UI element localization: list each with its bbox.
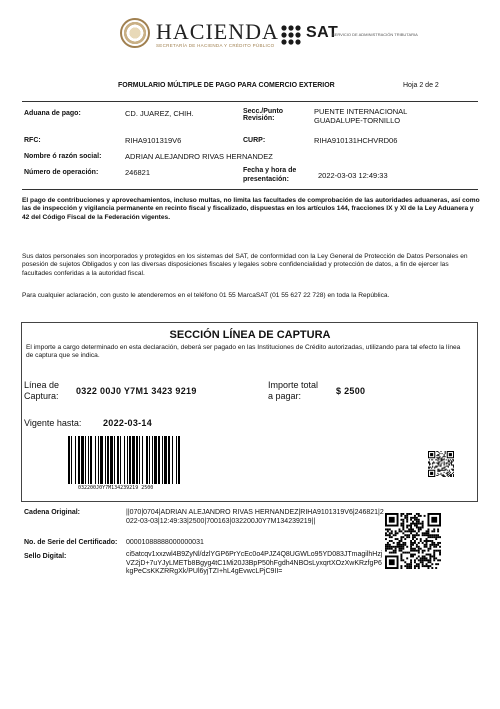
- aduana-label: Aduana de pago:: [24, 110, 81, 117]
- nombre-label: Nombre ó razón social:: [24, 153, 102, 160]
- rfc-label: RFC:: [24, 137, 41, 144]
- nombre-value: ADRIAN ALEJANDRO RIVAS HERNANDEZ: [125, 152, 273, 161]
- divider: [22, 189, 478, 190]
- secc-value: PUENTE INTERNACIONAL GUADALUPE-TORNILLO: [314, 107, 408, 125]
- captura-title: SECCIÓN LÍNEA DE CAPTURA: [169, 329, 331, 341]
- qr-code-icon: [428, 451, 454, 477]
- curp-label: CURP:: [243, 137, 266, 144]
- qr-code-icon: [385, 513, 441, 569]
- fecha-value: 2022-03-03 12:49:33: [318, 171, 388, 180]
- contact-paragraph: Para cualquier aclaración, con gusto le atenderemos en el teléfono 01 55 MarcaSAT (01 55 627 22 728) en toda la República.: [22, 292, 390, 299]
- curp-value: RIHA910131HCHVRD06: [314, 136, 398, 145]
- privacy-paragraph: Sus datos personales son incorporados y protegidos en los sistemas del SAT, de conformidad con la Ley General de Protección de Datos Personales en posesión de sujetos Obligados y con las diversas disposiciones fiscales y legales sobre confidencialidad y protección de datos, a fin de ejercer las facultades conferidas a la autoridad fiscal.: [22, 253, 468, 277]
- page-indicator: Hoja 2 de 2: [403, 82, 439, 89]
- hacienda-subtitle: SECRETARÍA DE HACIENDA Y CRÉDITO PÚBLICO: [156, 43, 275, 48]
- rfc-value: RIHA9101319V6: [125, 136, 182, 145]
- aduana-value: CD. JUAREZ, CHIH.: [125, 109, 194, 118]
- fecha-label: Fecha y hora de presentación:: [243, 167, 297, 183]
- sat-subtitle: SERVICIO DE ADMINISTRACIÓN TRIBUTARIA: [332, 32, 418, 37]
- barcode-text: 032200J0Y7M134239219 2500: [78, 485, 154, 491]
- vigente-value: 2022-03-14: [103, 418, 153, 428]
- sello-label: Sello Digital:: [24, 553, 67, 560]
- importe-label: Importe total a pagar:: [268, 380, 319, 401]
- linea-label: Línea de Captura:: [24, 380, 60, 401]
- serie-label: No. de Serie del Certificado:: [24, 539, 118, 546]
- serie-value: 00001088888000000031: [126, 539, 204, 546]
- vigente-label: Vigente hasta:: [24, 418, 82, 428]
- operacion-label: Número de operación:: [24, 169, 99, 176]
- linea-value: 0322 00J0 Y7M1 3423 9219: [76, 386, 197, 396]
- captura-text: El importe a cargo determinado en esta declaración, deberá ser pagado en las Instituciones de Crédito autorizadas, utilizando para tal efecto la línea de captura que se indica.: [26, 344, 461, 360]
- sat-title: SAT: [306, 24, 339, 41]
- barcode-icon: [68, 436, 180, 484]
- legal-paragraph: El pago de contribuciones y aprovechamientos, incluso multas, no limita las facultades de comprobación de las autoridades aduaneras, así como las de inspección y vigilancia permanente en recinto fiscal y fiscalizado, dispuestas en los artículos 144, fracciones IX y XI de la Ley Aduanera y 42 del Código Fiscal de la Federación vigentes.: [22, 197, 480, 221]
- form-title: FORMULARIO MÚLTIPLE DE PAGO PARA COMERCIO EXTERIOR: [118, 82, 335, 89]
- cadena-label: Cadena Original:: [24, 509, 81, 516]
- divider: [22, 101, 478, 102]
- mexican-coat-of-arms-icon: [120, 18, 150, 48]
- sat-dots-icon: [280, 24, 302, 46]
- hacienda-title: HACIENDA: [156, 19, 279, 44]
- importe-value: $ 2500: [336, 386, 366, 396]
- sello-value: ci5atcqv1xxzwl4B9ZyNl/dzlYGP6PrYcEc0o4PJZ4Q8UGWLo95YD083JTmagilhHzjVZ2jD+7uYJyLMETb8Bgyg4tC1Mi20J3BpP50hFgdh4NBOsLyxqrtXOzXwKRzfgP6kgPeCsKKZRRgXk/PUl6yjTZI+hL4gEvwcLPjC9II=: [126, 551, 383, 576]
- cadena-value: ||070|0704|ADRIAN ALEJANDRO RIVAS HERNANDEZ|RIHA9101319V6|246821|2022-03-03|12:49:33|2500|700163|032200J0Y7M134239219||: [126, 509, 384, 525]
- operacion-value: 246821: [125, 168, 151, 177]
- secc-label: Secc./Punto Revisión:: [243, 108, 284, 122]
